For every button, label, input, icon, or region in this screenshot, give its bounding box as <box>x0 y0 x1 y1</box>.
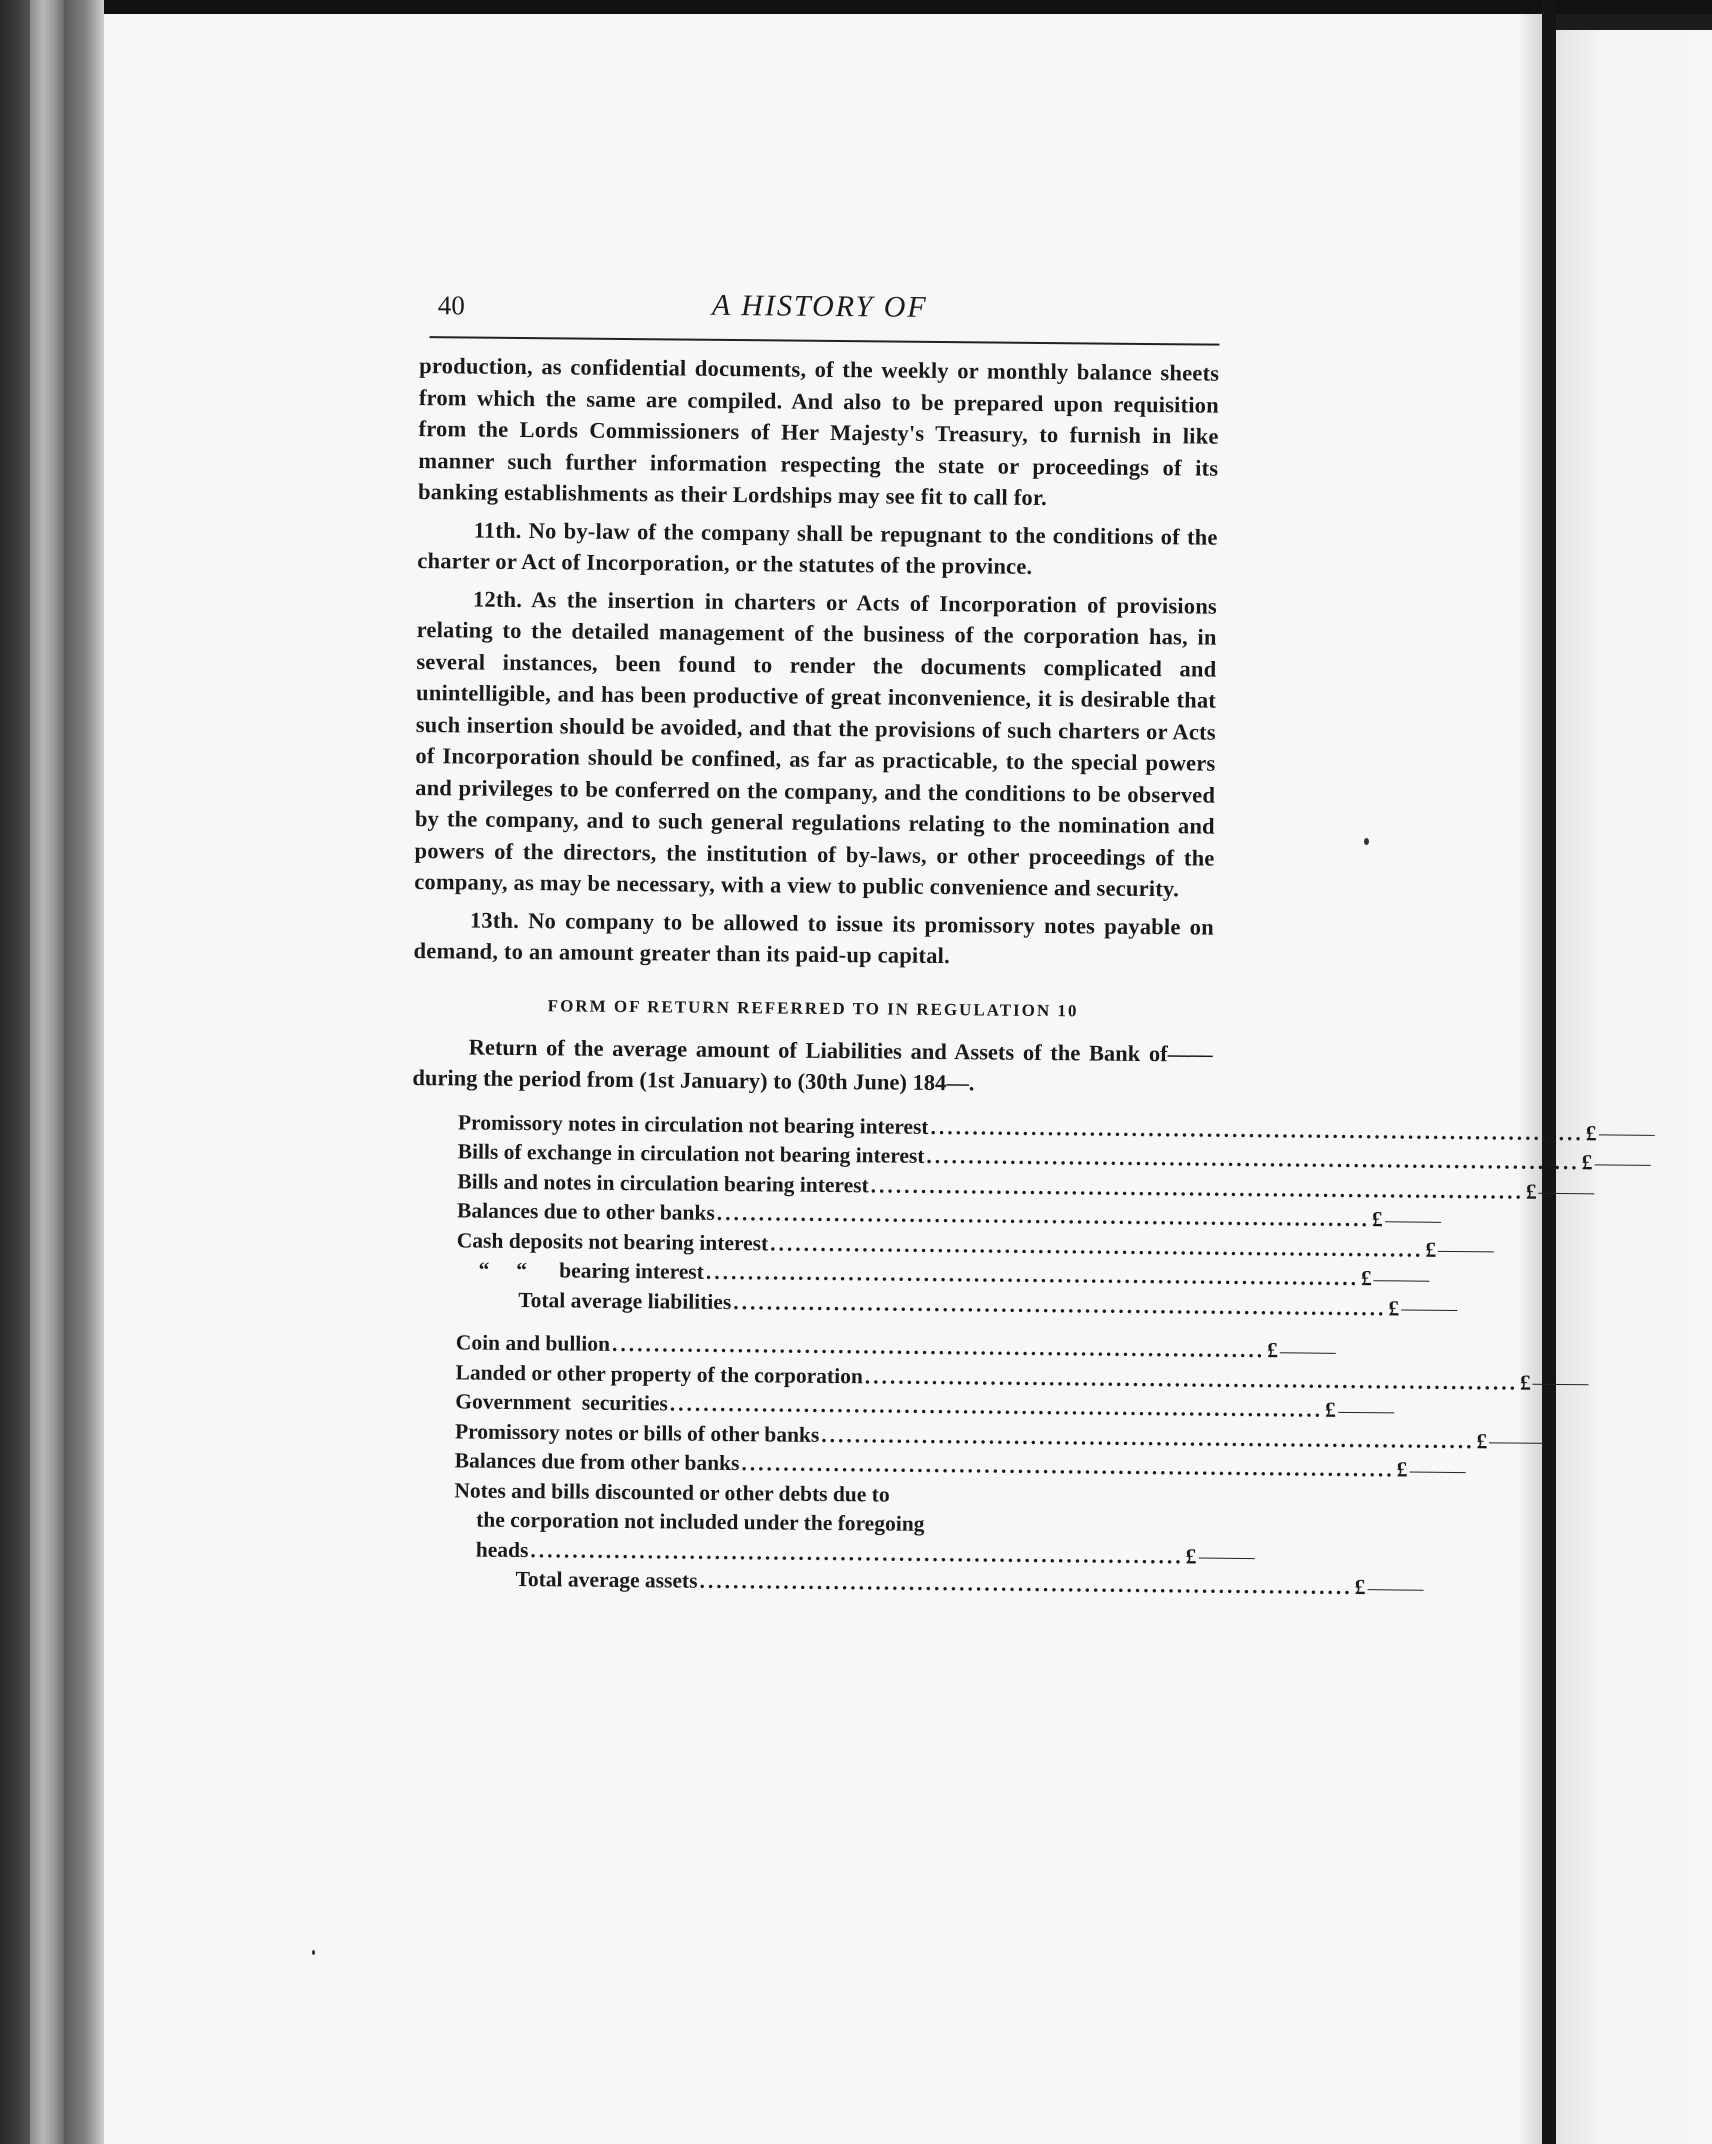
ditto-marks: “ “ <box>478 1257 528 1283</box>
amount-blank: £ <box>1267 1336 1336 1366</box>
form-intro: Return of the average amount of Liabilities and Assets of the Bank of——during the period from (1st January) to (30th June) 184—. <box>412 1034 1213 1096</box>
page-gutter <box>1542 0 1556 2144</box>
leader-dots: .............................................................................. <box>741 1451 1395 1482</box>
leader-dots: .............................................................................. <box>930 1114 1584 1145</box>
amount-blank: £ <box>1397 1455 1466 1485</box>
leader-dots: .............................................................................. <box>699 1568 1353 1600</box>
leader-dots: .............................................................................. <box>669 1391 1324 1422</box>
amount-blank: £ <box>1520 1368 1589 1398</box>
amount-blank: £ <box>1388 1294 1457 1324</box>
amount-blank: £ <box>1586 1119 1655 1149</box>
ledger-label: Coin and bullion <box>455 1330 611 1356</box>
paragraph: 13th. No company to be allowed to issue its promissory notes payable on demand, to an amount greater than its paid-up capital. <box>413 907 1215 969</box>
page-number: 40 <box>437 290 465 321</box>
leader-dots: .............................................................................. <box>733 1289 1387 1320</box>
amount-blank: £ <box>1476 1427 1545 1457</box>
book-spine-edge <box>30 0 64 2144</box>
amount-blank: £ <box>1425 1235 1494 1265</box>
ledger-label: Bills of exchange in circulation not bearing interest <box>457 1139 925 1168</box>
amount-blank: £ <box>1361 1264 1430 1294</box>
ledger-label: Government securities <box>455 1389 668 1416</box>
leader-dots: .............................................................................. <box>770 1230 1424 1262</box>
return-ledger <box>453 1108 1597 1601</box>
paragraph: 12th. As the insertion in charters or Acts of Incorporation of provisions relating to the detailed management of the business of the corporation has, in several instances, been found to render the documents complicated and unintelligible, and has been productive of great inconvenience, it is desirable that such insertion should be avoided, and that the provisions of such charters or Acts of Incorporation should be confined, as far as practicable, to the special powers and privileges to be conferred on the company, and the conditions to be observed by the company, and to such general regulations relating to the nomination and powers of the directors, the institution of by-laws, or other proceedings of the company, as may be necessary, with a view to public convenience and security. <box>414 586 1218 902</box>
ledger-label: Promissory notes or bills of other banks <box>454 1418 820 1447</box>
ledger-label: heads <box>475 1537 529 1562</box>
page-header <box>420 286 1220 338</box>
ledger-total-label: Total average assets <box>515 1566 698 1593</box>
page-binding-edge <box>64 0 104 2144</box>
ledger-label: “ “ bearing interest <box>478 1257 705 1284</box>
ledger-label: Bills and notes in circulation bearing interest <box>457 1168 869 1197</box>
scan-frame-top <box>0 0 1712 14</box>
ledger-label: Balances due from other banks <box>454 1448 740 1476</box>
paragraph: 11th. No by-law of the company shall be repugnant to the conditions of the charter or Act of Incorporation, or the statutes of the province. <box>417 517 1218 579</box>
ink-speck <box>312 1950 315 1955</box>
leader-dots: .............................................................................. <box>870 1172 1525 1204</box>
ledger-label: Cash deposits not bearing interest <box>456 1227 769 1255</box>
leader-dots: .............................................................................. <box>821 1422 1475 1453</box>
leader-dots: .............................................................................. <box>716 1200 1371 1232</box>
ledger-label: Balances due to other banks <box>457 1198 715 1225</box>
ledger-label: Landed or other property of the corporation <box>455 1359 863 1388</box>
leader-dots: .............................................................................. <box>864 1363 1519 1395</box>
amount-blank: £ <box>1325 1396 1394 1426</box>
running-title: A HISTORY OF <box>711 288 928 324</box>
ledger-label-continued: the corporation not included under the foregoing <box>476 1507 925 1536</box>
amount-blank: £ <box>1355 1573 1424 1603</box>
paragraph: production, as confidential documents, of the weekly or monthly balance sheets from which the same are compiled. And also to be prepared upon requisition from the Lords Commissioners of Her Majesty's Treasury, to furnish in like manner such further information respecting the state or proceedings of its banking establishments as their Lordships may see fit to call for. <box>417 352 1220 511</box>
book-spine-shadow <box>0 0 30 2144</box>
leader-dots: .............................................................................. <box>530 1537 1184 1568</box>
leader-dots: .............................................................................. <box>926 1143 1580 1175</box>
ledger-label: Promissory notes in circulation not bearing interest <box>457 1109 929 1139</box>
ink-speck <box>1364 838 1369 845</box>
facing-page-edge <box>1556 30 1712 2144</box>
amount-blank: £ <box>1186 1542 1255 1572</box>
form-title: FORM OF RETURN REFERRED TO IN REGULATION 10 <box>547 995 1079 1020</box>
header-rule <box>430 336 1220 346</box>
page-fold-shadow <box>1520 14 1542 2144</box>
ledger-total-label: Total average liabilities <box>518 1287 732 1314</box>
body-text <box>413 350 1219 974</box>
amount-blank: £ <box>1526 1177 1595 1207</box>
page-content <box>407 286 1597 1601</box>
amount-blank: £ <box>1582 1148 1651 1178</box>
leader-dots: .............................................................................. <box>611 1331 1266 1363</box>
amount-blank: £ <box>1372 1205 1441 1235</box>
ledger-multiline-label <box>454 1476 1035 1541</box>
ledger-label: Notes and bills discounted or other debts due to <box>454 1477 890 1507</box>
leader-dots: .............................................................................. <box>705 1259 1360 1291</box>
